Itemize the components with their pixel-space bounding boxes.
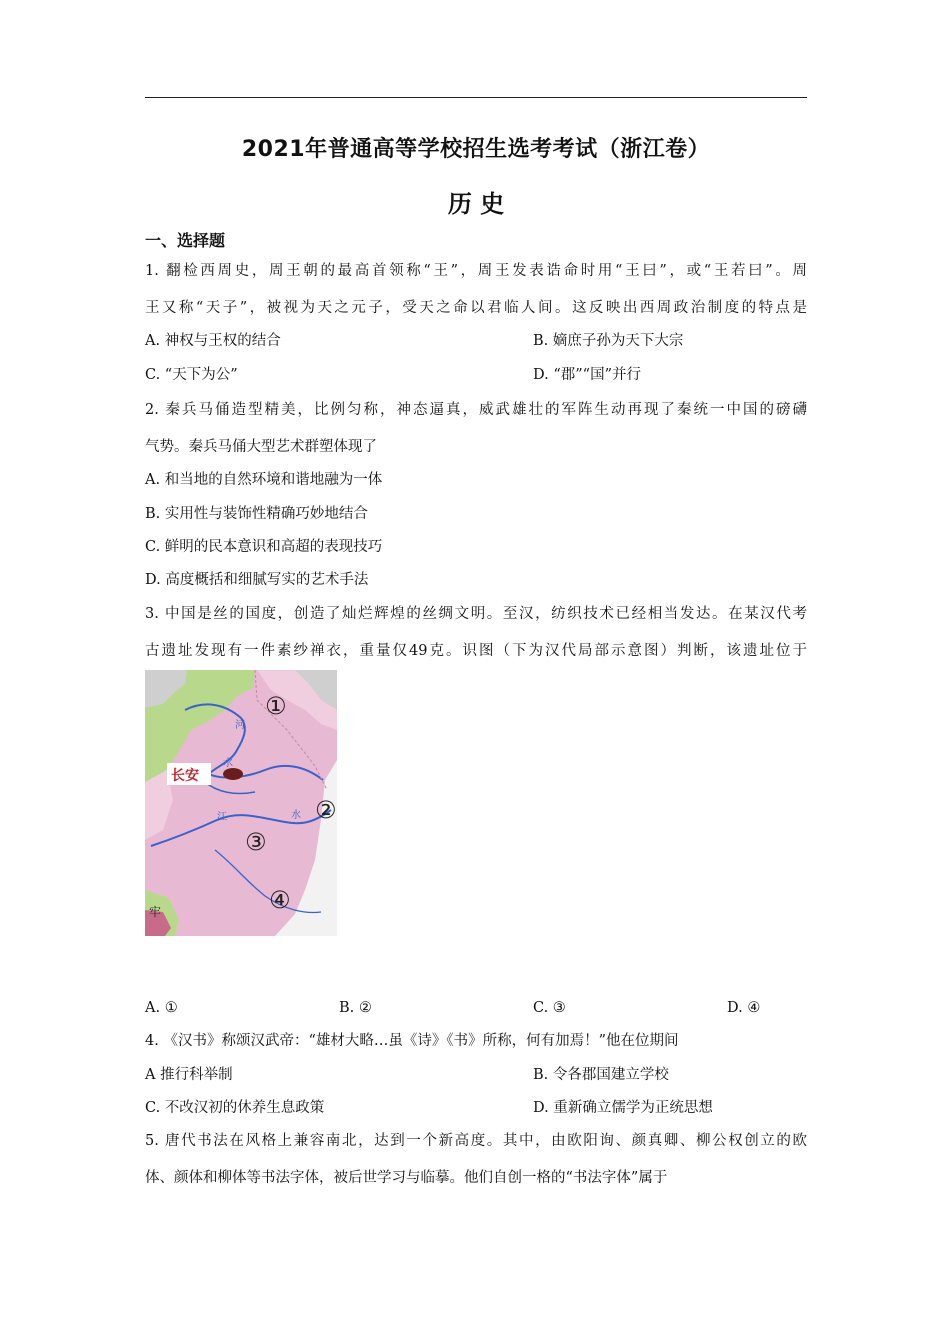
question-2-option-d[interactable]: D. 高度概括和细腻写实的艺术手法 [145,572,369,588]
header-rule [145,97,807,98]
map-river-char-3: 江 [217,812,227,823]
map-river-char-1: 河 [235,720,245,731]
question-2-stem-line-2: 气势。秦兵马俑大型艺术群塑体现了 [145,439,377,455]
map-river-char-4: 水 [291,810,301,821]
question-1-option-c[interactable]: C. “天下为公” [145,367,238,383]
question-4-stem-line-1: 4. 《汉书》称颂汉武帝：“雄材大略…虽《诗》《书》所称，何有加焉！”他在位期间 [145,1033,679,1049]
map-edge-char: 牢 [149,905,162,919]
map-location-4: ④ [269,886,291,914]
question-5-stem-line-2: 体、颜体和柳体等书法字体，被后世学习与临摹。他们自创一格的“书法字体”属于 [145,1170,668,1186]
question-1-stem-line-1: 1. 翻检西周史，周王朝的最高首领称“王”，周王发表诰命时用“王曰”，或“王若曰”。周 [145,263,807,279]
question-3-option-b[interactable]: B. ② [339,1000,372,1016]
question-2-option-c[interactable]: C. 鲜明的民本意识和高超的表现技巧 [145,539,383,555]
map-location-2: ② [315,796,337,824]
question-4-option-d[interactable]: D. 重新确立儒学为正统思想 [533,1100,713,1116]
question-3-stem-line-1: 3. 中国是丝的国度，创造了灿烂辉煌的丝绸文明。至汉，纺织技术已经相当发达。在某汉代考 [145,606,807,622]
map-river-char-2: 水 [223,758,233,769]
question-2-option-a[interactable]: A. 和当地的自然环境和谐地融为一体 [145,472,383,488]
question-1-stem-line-2: 王又称“天子”，被视为天之元子，受天之命以君临人间。这反映出西周政治制度的特点是 [145,300,807,316]
exam-title: 2021年普通高等学校招生选考考试（浙江卷） [241,137,711,162]
map-city-marker [223,768,243,780]
map-location-3: ③ [245,828,267,856]
question-4-option-a[interactable]: A 推行科举制 [145,1067,233,1083]
question-1-option-b[interactable]: B. 嫡庶子孙为天下大宗 [533,333,684,349]
question-4-option-b[interactable]: B. 令各郡国建立学校 [533,1067,669,1083]
question-4-option-c[interactable]: C. 不改汉初的休养生息政策 [145,1100,325,1116]
question-1-option-d[interactable]: D. “郡”“国”并行 [533,367,641,383]
map-location-1: ① [265,692,287,720]
question-2-stem-line-1: 2. 秦兵马俑造型精美，比例匀称，神态逼真，威武雄壮的军阵生动再现了秦统一中国的磅礴 [145,402,807,418]
question-3-option-d[interactable]: D. ④ [727,1000,761,1016]
question-3-option-c[interactable]: C. ③ [533,1000,566,1016]
han-dynasty-map [145,670,337,936]
question-3-stem-line-2: 古遗址发现有一件素纱禅衣，重量仅49克。识图（下为汉代局部示意图）判断，该遗址位于 [145,643,807,659]
section-title: 一、选择题 [145,231,226,250]
map-city-label: 长安 [171,768,199,784]
question-3-option-a[interactable]: A. ① [145,1000,178,1016]
question-1-option-a[interactable]: A. 神权与王权的结合 [145,333,281,349]
subject-title: 历 史 [447,190,505,218]
question-5-stem-line-1: 5. 唐代书法在风格上兼容南北，达到一个新高度。其中，由欧阳询、颜真卿、柳公权创立的欧 [145,1133,807,1149]
question-2-option-b[interactable]: B. 实用性与装饰性精确巧妙地结合 [145,506,368,522]
